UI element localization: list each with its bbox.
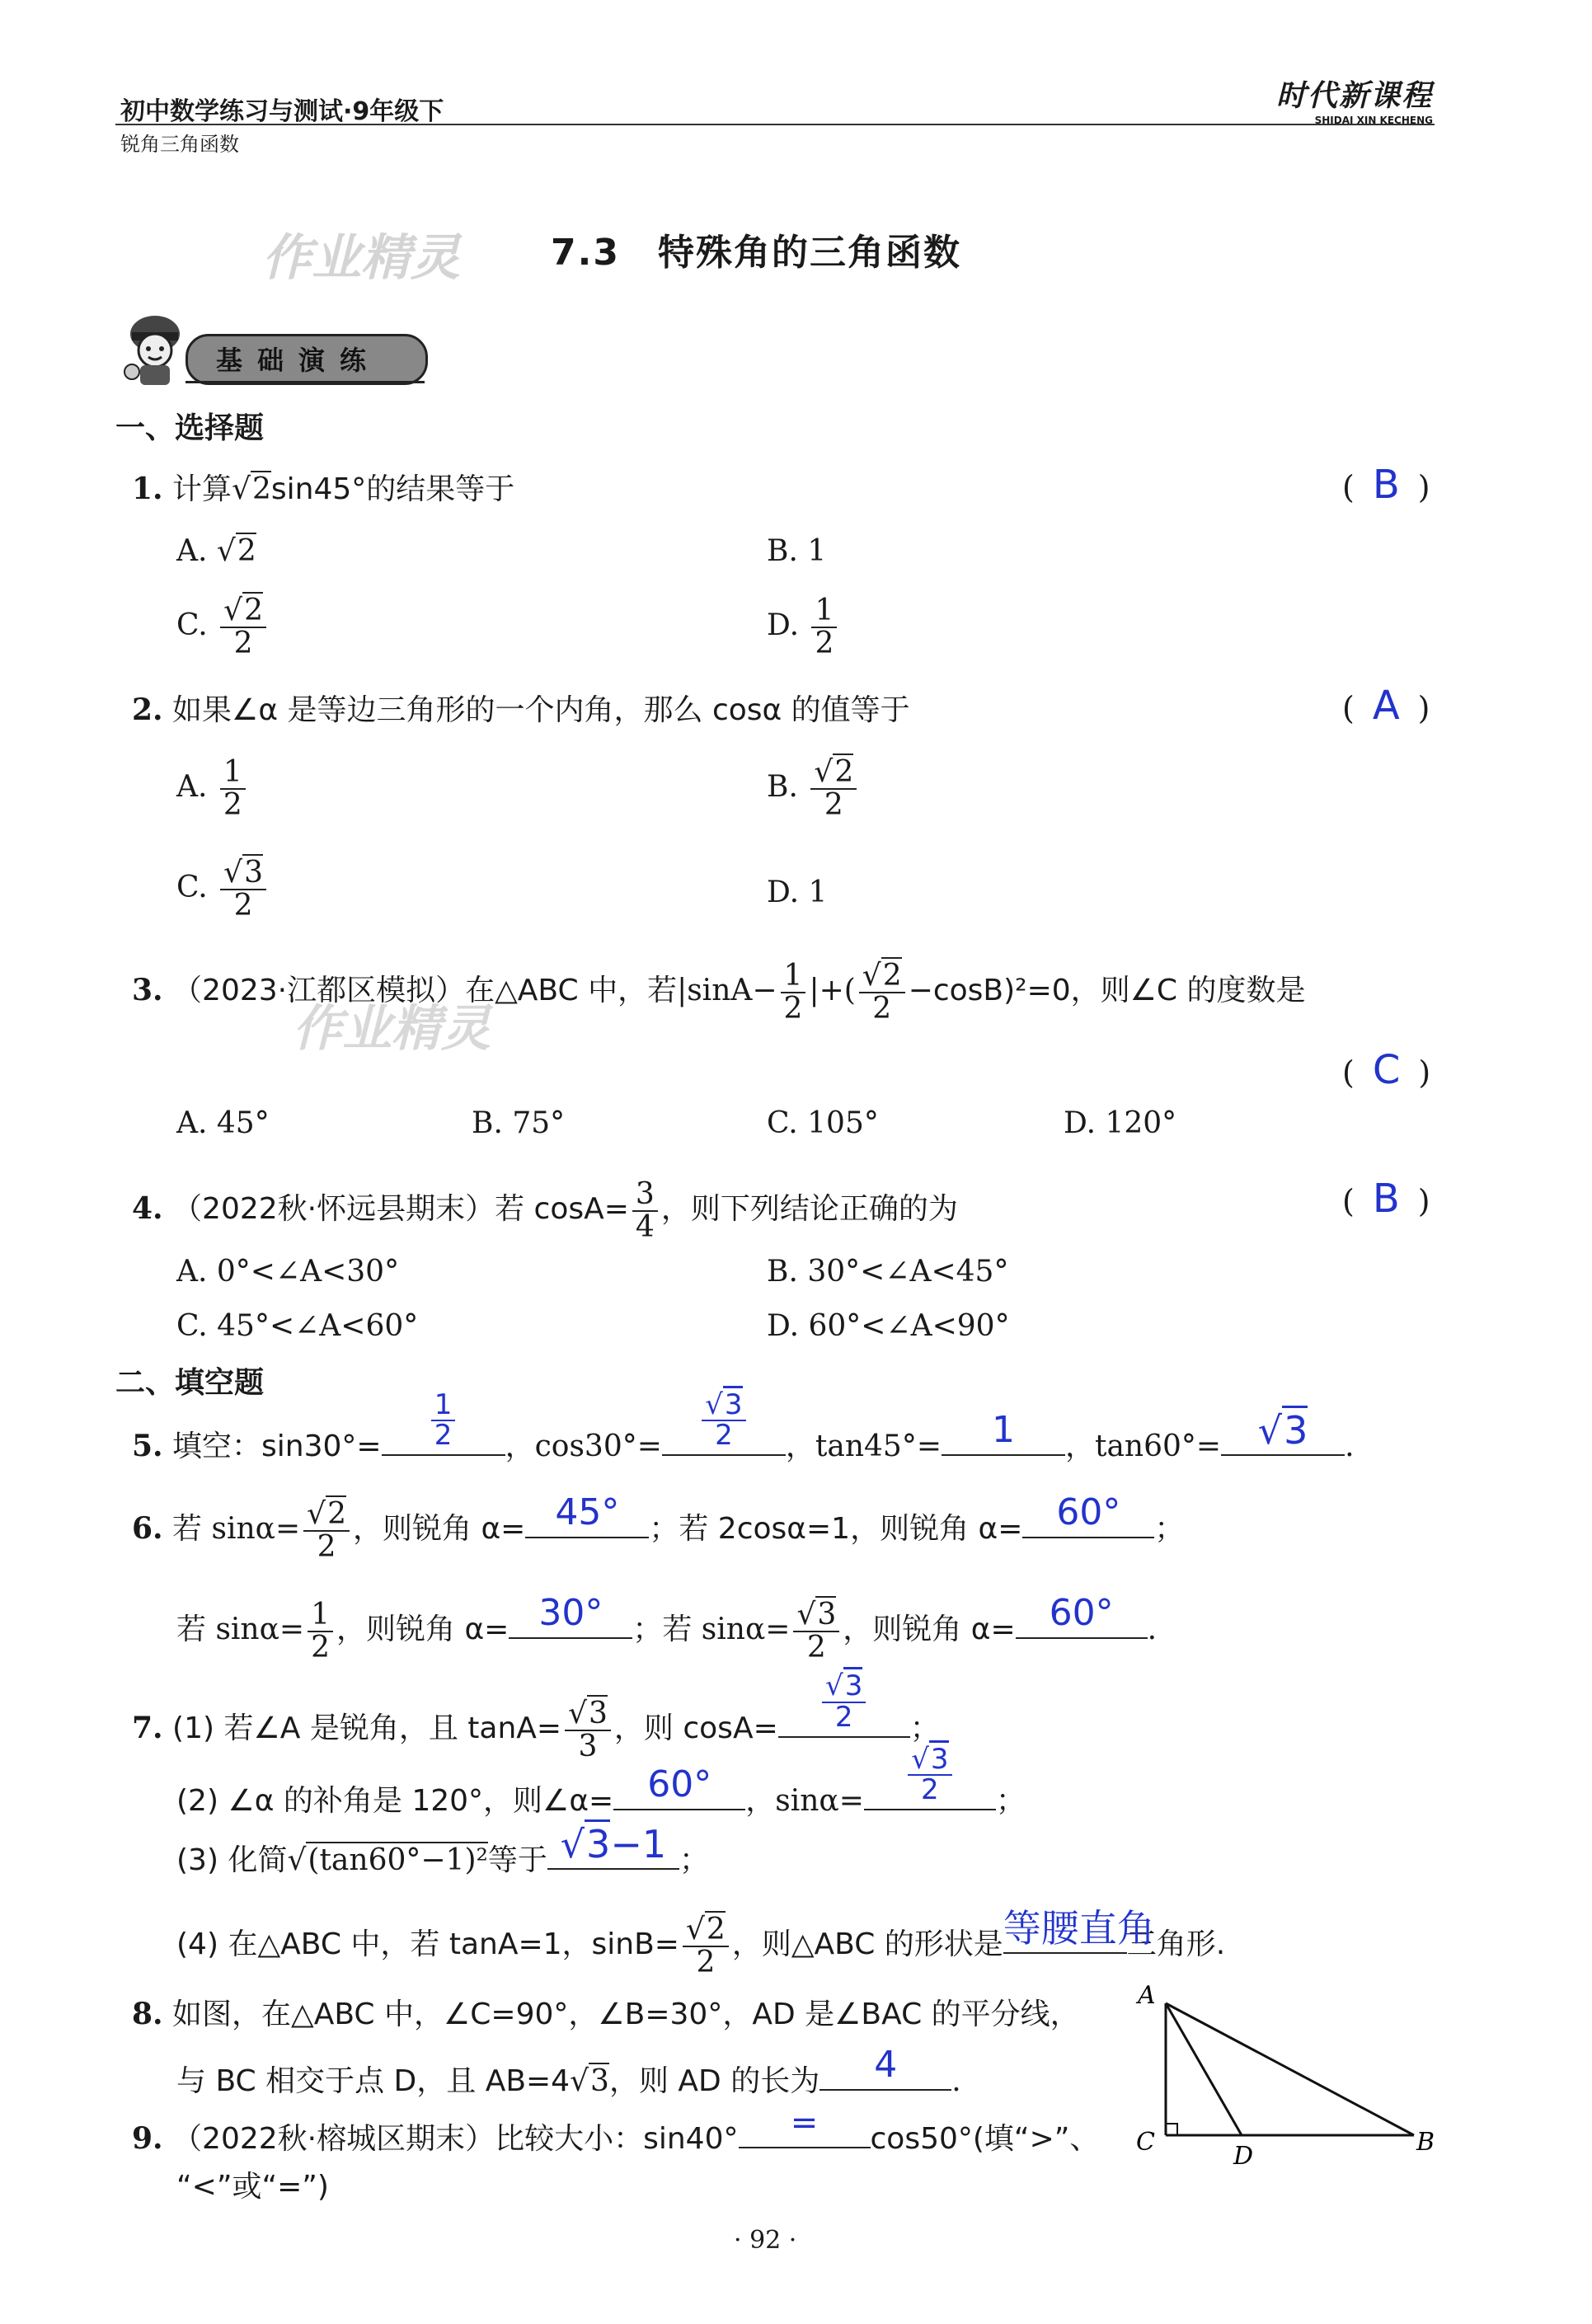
brand-pinyin: SHIDAI XIN KECHENG <box>1314 115 1433 126</box>
question-6: 6. 若 sinα= $\frac{√2}{2}$ ，则锐角 α= 45° ；若 2cosα=1，则锐角 α= 60° ； <box>132 1491 1185 1564</box>
question-text: (3) 化简 <box>176 1843 288 1877</box>
answer-blank: 等腰直角 <box>1003 1916 1127 1954</box>
question-text: (2) ∠α 的补角是 120°，则∠α= <box>176 1784 614 1818</box>
question-text: (1) 若∠A 是锐角，且 tanA= <box>172 1711 562 1745</box>
question-text: （2022秋·榕城区期末）比较大小：sin40° <box>172 2122 739 2156</box>
question-text: 计算 <box>172 472 232 506</box>
part2-title: 二、填空题 <box>115 1366 265 1400</box>
option-d: D. 60°<∠A<90° <box>767 1309 1010 1343</box>
option-c: C. $\frac{√3}{2}$ <box>176 857 270 922</box>
answer-blank: 60° <box>1022 1500 1154 1538</box>
question-text: 如果∠α 是等边三角形的一个内角，那么 cosα 的值等于 <box>172 693 910 727</box>
question-number: 2. <box>132 693 163 727</box>
option-label: C. <box>176 608 208 642</box>
question-text: ，则△ABC 的形状是 <box>731 1927 1003 1961</box>
chapter-name: 锐角三角函数 <box>120 133 239 156</box>
question-8-line2: 与 BC 相交于点 D，且 AB=4√3，则 AD 的长为 4 . <box>176 2044 961 2098</box>
question-8 <box>132 1993 1080 2035</box>
triangle-figure <box>1129 1979 1443 2168</box>
option-label: A. <box>176 769 208 804</box>
question-text: 若 sinα= <box>176 1612 305 1646</box>
page-number: · 92 · <box>734 2226 797 2255</box>
question-7-part1: 7. (1) 若∠A 是锐角，且 tanA= $\frac{√3}{3}$ ，则 cosA= $\frac{√3}{2}$ ； <box>132 1698 940 1763</box>
question-text: ，则锐角 α= <box>353 1511 526 1546</box>
question-text: 三角形. <box>1126 1927 1226 1961</box>
radicand: 2 <box>252 472 271 506</box>
answer-blank: √3 <box>1221 1418 1345 1456</box>
question-text: ，则 AD 的长为 <box>608 2064 820 2098</box>
question-text: ，则锐角 α= <box>336 1612 510 1646</box>
question-9-line2: “<”或“=”) <box>176 2170 329 2204</box>
option-c: C. $\frac{√2}{2}$ <box>176 595 270 660</box>
question-number: 7. <box>132 1710 163 1745</box>
answer-paren-q3: ( C ) <box>1342 1047 1431 1093</box>
answer-choice: A <box>1372 683 1400 729</box>
question-number: 1. <box>132 472 163 506</box>
question-text: 与 BC 相交于点 D，且 AB=4 <box>176 2064 571 2098</box>
question-text: 如图，在△ABC 中，∠C=90°，∠B=30°，AD 是∠BAC 的平分线， <box>172 1998 1080 2031</box>
question-text: −cosB)²=0，则∠C 的度数是 <box>908 973 1306 1007</box>
option-a: A. 45° <box>176 1106 270 1140</box>
question-text: ，sinα= <box>745 1784 864 1818</box>
question-text: 若 sinα= <box>172 1511 301 1546</box>
question-4: 4. （2022秋·怀远县期末）若 cosA= $\frac{3}{4}$ ，则下列结论正确的为 <box>132 1177 958 1244</box>
question-6-line2: 若 sinα= $\frac{1}{2}$ ，则锐角 α= 30° ；若 sinα= $\frac{√3}{2}$ ，则锐角 α= 60° . <box>176 1591 1158 1664</box>
brand-name: 时代新课程 <box>1275 79 1433 113</box>
label-c: C <box>1136 2128 1155 2157</box>
watermark: 作业精灵 <box>293 1000 491 1058</box>
question-text: ，则 cosA= <box>613 1711 778 1745</box>
label-a: A <box>1138 1981 1156 2010</box>
answer-choice: B <box>1372 1176 1400 1222</box>
math-text: |sinA− <box>677 973 777 1007</box>
question-text: ，cos30°= <box>505 1430 662 1463</box>
question-text: ；若 2cosα=1，则锐角 α= <box>649 1511 1023 1546</box>
option-c: C. 45°<∠A<60° <box>176 1309 419 1343</box>
brand-logo <box>1219 73 1433 126</box>
option-c: C. 105° <box>767 1106 879 1140</box>
answer-blank: = <box>739 2110 871 2148</box>
header-rule <box>115 124 1435 125</box>
question-text: ，tan60°= <box>1065 1430 1222 1463</box>
question-text: ，则锐角 α= <box>843 1612 1016 1646</box>
question-5: 5. 填空：sin30°= $\frac{1}{2}$ ，cos30°= $\frac{√3}{2}$ ，tan45°= 1 ，tan60°= √3 . <box>132 1418 1355 1467</box>
radicand: (tan60°−1)² <box>308 1843 488 1877</box>
question-text: ，tan45°= <box>785 1430 942 1463</box>
question-text: 填空：sin30°= <box>172 1430 382 1463</box>
badge-mascot-icon <box>115 309 190 387</box>
question-text: 等于 <box>487 1843 547 1877</box>
answer-blank: $\frac{1}{2}$ <box>382 1418 505 1456</box>
answer-blank: 1 <box>942 1418 1065 1456</box>
question-7-part2: (2) ∠α 的补角是 120°，则∠α= 60° ，sinα= $\frac{√3}{2}$ ； <box>176 1772 1026 1822</box>
question-1: 1. 计算√2sin45°的结果等于 <box>132 472 515 506</box>
watermark: 作业精灵 <box>262 229 460 287</box>
badge-label: 基础演练 <box>216 345 382 376</box>
question-number: 8. <box>132 1997 163 2031</box>
answer-blank: $\frac{√3}{2}$ <box>864 1772 996 1810</box>
question-7-part3: (3) 化简√(tan60°−1)²等于 √3−1 ； <box>176 1832 709 1881</box>
question-text: （2022秋·怀远县期末）若 cosA= <box>172 1191 629 1226</box>
book-title: 初中数学练习与测试·9年级下 <box>120 97 444 126</box>
option-label: B. <box>767 769 798 804</box>
question-number: 4. <box>132 1190 163 1226</box>
question-text: ；若 sinα= <box>632 1612 791 1646</box>
option-d: D. 1 <box>767 876 828 909</box>
answer-blank: 60° <box>613 1772 745 1810</box>
option-b: B. 1 <box>767 534 827 568</box>
badge-rule <box>185 381 425 383</box>
question-text: (4) 在△ABC 中，若 tanA=1，sinB= <box>176 1927 679 1961</box>
question-text: sin45°的结果等于 <box>270 472 515 506</box>
answer-blank: 60° <box>1016 1601 1148 1639</box>
answer-paren-q1: ( B ) <box>1342 462 1430 508</box>
question-number: 6. <box>132 1510 163 1546</box>
right-angle-mark <box>1166 2124 1177 2135</box>
option-label: A. <box>176 534 208 568</box>
question-9 <box>132 2104 1100 2160</box>
part1-title: 一、选择题 <box>115 411 265 445</box>
option-b: B. 75° <box>472 1106 566 1140</box>
question-text: （2023·江都区模拟）在△ABC 中，若 <box>172 973 678 1007</box>
option-a: A. $\frac{1}{2}$ <box>176 757 249 821</box>
label-b: B <box>1416 2128 1435 2157</box>
question-number: 9. <box>132 2121 163 2156</box>
question-text: cos50°(填“>”、 <box>870 2122 1100 2156</box>
answer-blank: 45° <box>525 1500 649 1538</box>
option-d: D. $\frac{1}{2}$ <box>767 595 840 660</box>
answer-blank: 30° <box>509 1601 632 1639</box>
answer-blank: $\frac{√3}{2}$ <box>778 1700 910 1738</box>
option-b: B. $\frac{√2}{2}$ <box>767 757 860 821</box>
answer-choice: C <box>1372 1047 1401 1093</box>
math-text: |+( <box>809 973 856 1007</box>
answer-paren-q4: ( B ) <box>1342 1176 1430 1222</box>
answer-blank: 4 <box>819 2053 951 2091</box>
answer-choice: B <box>1372 462 1400 508</box>
option-a: A. 0°<∠A<30° <box>176 1255 400 1289</box>
option-label: C. <box>176 870 208 904</box>
answer-paren-q2: ( A ) <box>1342 683 1430 729</box>
option-a: A. √2 <box>176 534 256 568</box>
section-title: 7.3 特殊角的三角函数 <box>551 232 961 274</box>
question-number: 3. <box>132 972 163 1007</box>
question-7-part4: (4) 在△ABC 中，若 tanA=1，sinB= $\frac{√2}{2}$ ，则△ABC 的形状是 等腰直角 三角形. <box>176 1905 1226 1979</box>
option-d: D. 120° <box>1064 1106 1177 1140</box>
question-number: 5. <box>132 1429 163 1463</box>
question-2 <box>132 689 910 731</box>
label-d: D <box>1233 2142 1254 2168</box>
option-b: B. 30°<∠A<45° <box>767 1255 1009 1289</box>
answer-blank: √3−1 <box>547 1832 679 1870</box>
question-text: ，则下列结论正确的为 <box>660 1191 958 1226</box>
option-label: D. <box>767 608 800 642</box>
question-3: 3. （2023·江都区模拟）在△ABC 中，若|sinA− $\frac{1}{2}$ |+( $\frac{√2}{2}$ −cosB)²=0，则∠C 的度数是 <box>132 959 1306 1026</box>
answer-blank: $\frac{√3}{2}$ <box>662 1418 786 1456</box>
